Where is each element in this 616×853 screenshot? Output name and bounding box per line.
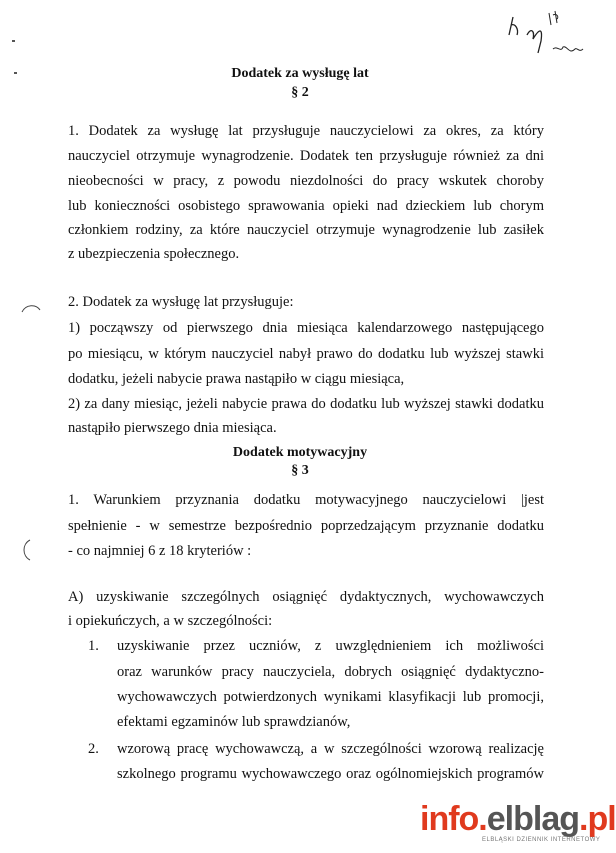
list-item-line: wzorową pracę wychowawczą, a w szczególności wzorową realizację <box>117 741 544 757</box>
paragraph-number: § 2 <box>291 85 309 100</box>
logo-subtitle: ELBLĄSKI DZIENNIK INTERNETOWY <box>482 837 601 843</box>
list-item-line: efektami egzaminów lub sprawdzianów, <box>117 714 351 730</box>
text-line: i opiekuńczych, a w szczególności: <box>68 613 273 629</box>
logo-text: info.elblag.pl <box>420 800 616 838</box>
text-line: - co najmniej 6 z 18 kryteriów : <box>68 543 252 559</box>
list-number: 2. <box>88 741 99 757</box>
text-line: 2. Dodatek za wysługę lat przysługuje: <box>68 294 294 310</box>
text-line: 1) począwszy od pierwszego dnia miesiąca kalendarzowego następującego <box>68 320 544 336</box>
punch-hole-mark <box>18 538 40 564</box>
text-line: 1. Warunkiem przyznania dodatku motywacyjnego nauczycielowi |jest <box>68 492 544 508</box>
text-line: lub konieczności osobistego sprawowania opieki nad dzieckiem lub chorym <box>68 198 544 214</box>
text-line: nauczyciel otrzymuje wynagrodzenie. Dodatek ten przysługuje również za dni <box>68 148 544 164</box>
scan-speck <box>12 40 15 42</box>
text-line: dodatku, jeżeli nabycie prawa nastąpiło w ciągu miesiąca, <box>68 371 405 387</box>
site-logo <box>420 800 616 849</box>
text-line: A) uzyskiwanie szczególnych osiągnięć dydaktycznych, wychowawczych <box>68 589 544 605</box>
text-line: członkiem rodziny, za które nauczyciel otrzymuje wynagrodzenie lub zasiłek <box>68 222 544 238</box>
section-title: Dodatek motywacyjny <box>232 445 368 460</box>
paragraph-number: § 3 <box>291 463 309 478</box>
list-item-line: szkolnego programu wychowawczego oraz ogólnomiejskich programów <box>117 766 544 782</box>
text-line: nieobecności w pracy, z powodu niezdolności do pracy wskutek choroby <box>68 173 544 189</box>
text-line: 1. Dodatek za wysługę lat przysługuje nauczycielowi za okres, za który <box>68 123 544 139</box>
text-line: nastąpiło pierwszego dnia miesiąca. <box>68 420 277 436</box>
list-item-line: uzyskiwanie przez uczniów, z uwzględnieniem ich możliwości <box>117 638 544 654</box>
list-item-line: oraz warunków pracy nauczyciela, dobrych osiągnięć dydaktyczno- <box>117 664 544 680</box>
handwritten-annotation <box>505 5 590 65</box>
section-title: Dodatek za wysługę lat <box>231 66 369 81</box>
text-line: spełnienie - w semestrze bezpośrednio poprzedzającym przyznanie dodatku <box>68 518 544 534</box>
list-number: 1. <box>88 638 99 654</box>
list-item-line: wychowawczych potwierdzonych wynikami klasyfikacji lub promocji, <box>117 689 544 705</box>
text-line: z ubezpieczenia społecznego. <box>68 246 240 262</box>
text-line: po miesiącu, w którym nauczyciel nabył prawo do dodatku lub wyższej stawki <box>68 346 544 362</box>
text-line: 2) za dany miesiąc, jeżeli nabycie prawa do dodatku lub wyższej stawki dodatku <box>68 396 544 412</box>
punch-hole-mark <box>20 302 42 320</box>
